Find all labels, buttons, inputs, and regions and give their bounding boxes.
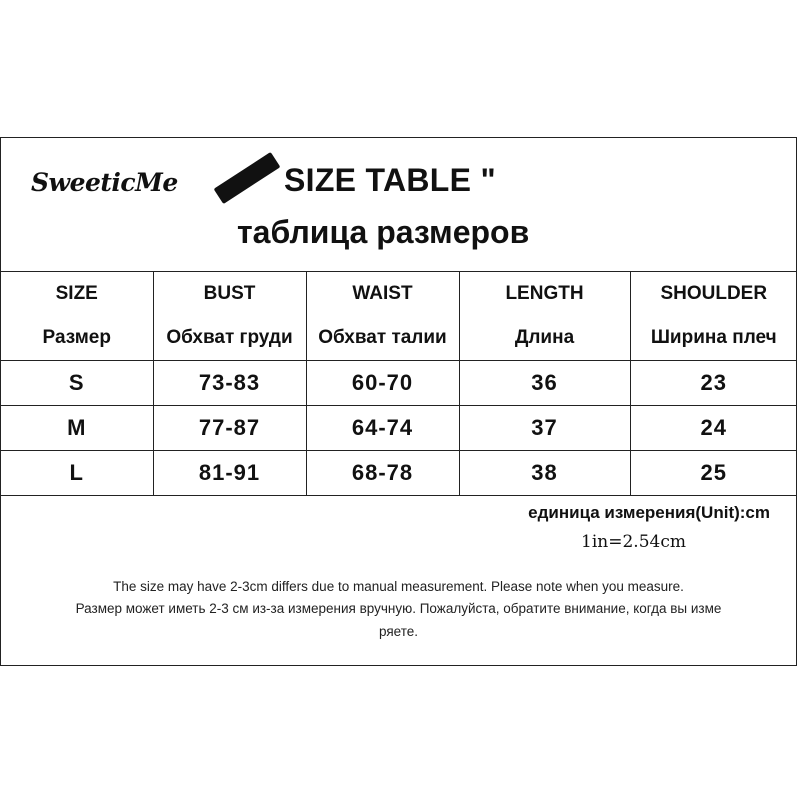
brush-stroke-icon xyxy=(214,152,281,204)
table-row xyxy=(1,406,797,451)
table-cell: S xyxy=(1,361,153,406)
size-table xyxy=(1,271,797,496)
table-cell: 36 xyxy=(459,361,630,406)
disclaimer-russian-line-1: Размер может иметь 2-3 см из-за измерения вручную. Пожалуйста, обратите внимание, когда вы изме xyxy=(75,601,722,616)
chart-header xyxy=(1,138,796,272)
column-header-bust: BUST Обхват груди xyxy=(153,272,306,361)
table-cell: 81-91 xyxy=(153,451,306,496)
unit-note: единица измерения(Unit):cm xyxy=(528,503,770,522)
table-cell: M xyxy=(1,406,153,451)
table-row xyxy=(1,361,797,406)
column-header-size: SIZE Размер xyxy=(1,272,153,361)
table-cell: 77-87 xyxy=(153,406,306,451)
title-russian: таблица размеров xyxy=(237,214,530,250)
table-cell: 73-83 xyxy=(153,361,306,406)
table-cell: 25 xyxy=(630,451,797,496)
table-cell: 38 xyxy=(459,451,630,496)
column-header-length: LENGTH Длина xyxy=(459,272,630,361)
table-cell: 24 xyxy=(630,406,797,451)
table-row xyxy=(1,451,797,496)
table-header-row xyxy=(1,272,797,361)
table-cell: 37 xyxy=(459,406,630,451)
disclaimer-english: The size may have 2-3cm differs due to manual measurement. Please note when you measure. xyxy=(113,579,684,594)
column-header-waist: WAIST Обхват талии xyxy=(306,272,459,361)
brand-logo: SweeticMe xyxy=(31,168,178,197)
title-english: SIZE TABLE " xyxy=(284,162,496,198)
table-cell: 68-78 xyxy=(306,451,459,496)
table-cell: L xyxy=(1,451,153,496)
inch-conversion-note: 1in=2.54cm xyxy=(581,532,686,552)
table-cell: 60-70 xyxy=(306,361,459,406)
column-header-shoulder: SHOULDER Ширина плеч xyxy=(630,272,797,361)
disclaimer-russian-line-2: ряете. xyxy=(378,624,419,639)
table-cell: 23 xyxy=(630,361,797,406)
table-cell: 64-74 xyxy=(306,406,459,451)
size-chart xyxy=(0,137,797,666)
